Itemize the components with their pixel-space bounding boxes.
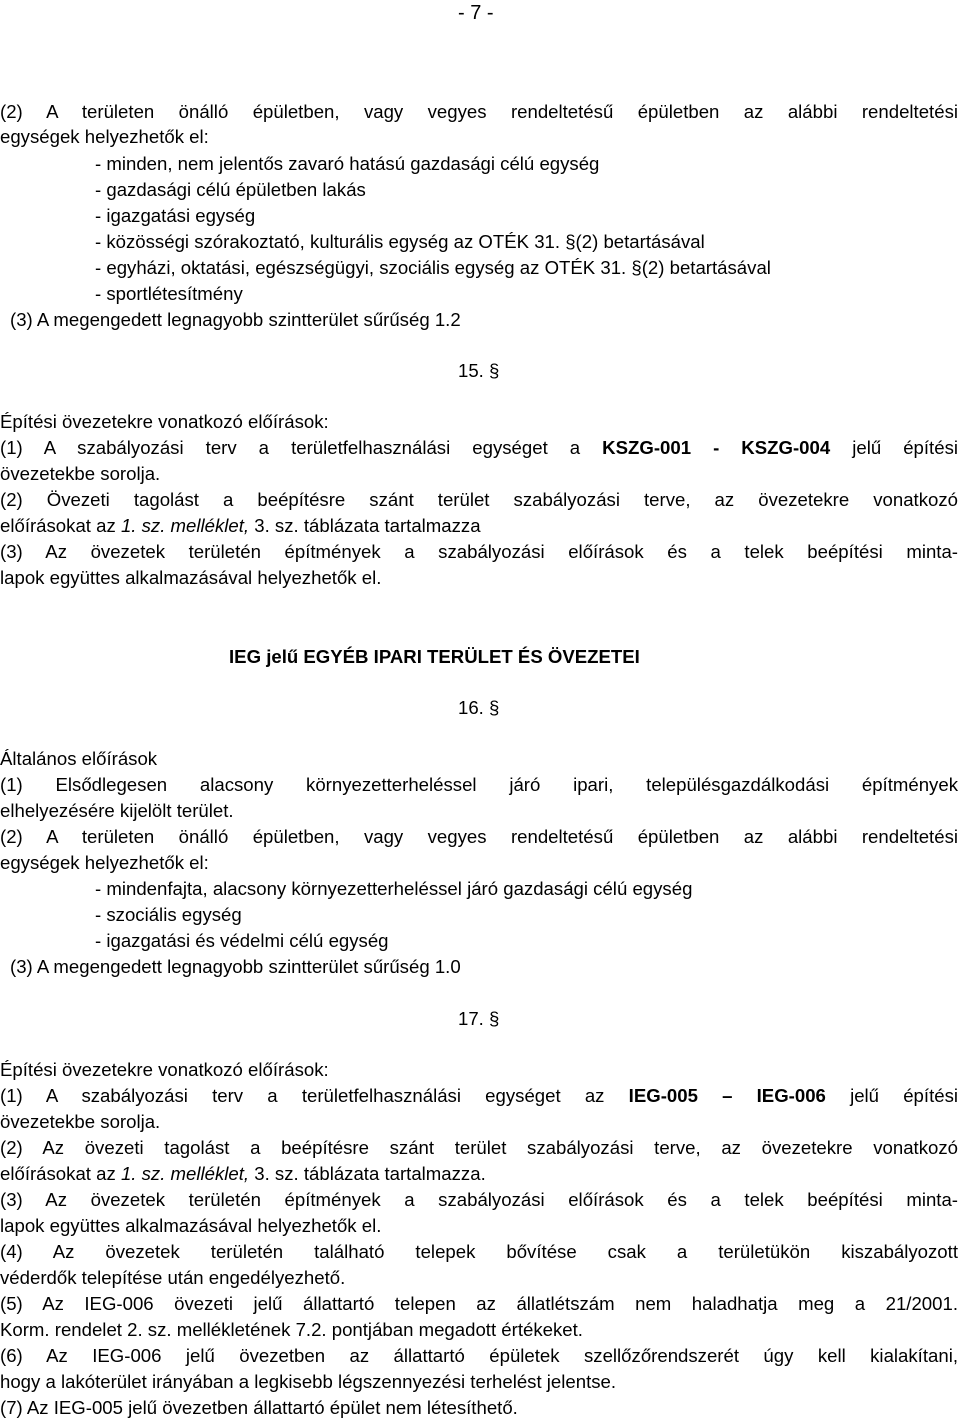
paragraph-line: (3) Az övezetek területén építmények a szabályozási előírások és a telek beépítési minta- — [0, 541, 958, 562]
zone-code: KSZG-001 - KSZG-004 — [602, 437, 831, 458]
paragraph-line: (6) Az IEG-006 jelű övezetben az állattartó épületek szellőzőrendszerét úgy kell kialakítani, — [0, 1345, 958, 1366]
paragraph-line: Építési övezetekre vonatkozó előírások: — [0, 411, 329, 432]
line-text: 3. sz. táblázata tartalmazza — [249, 515, 481, 536]
zone-code: IEG-005 – IEG-006 — [628, 1085, 826, 1106]
paragraph-line: (2) Övezeti tagolást a beépítésre szánt terület szabályozási terve, az övezetekre vonatkozó — [0, 489, 958, 510]
paragraph-line: (1) Elsődlegesen alacsony környezetterheléssel járó ipari, településgazdálkodási építmények — [0, 774, 958, 795]
paragraph-line: (4) Az övezetek területén található telepek bővítése csak a területükön kiszabályozott — [0, 1241, 958, 1262]
annex-reference: 1. sz. melléklet, — [120, 1163, 250, 1184]
paragraph-line: lapok együttes alkalmazásával helyezhetők el. — [0, 567, 382, 588]
paragraph-line: (3) Az övezetek területén építmények a szabályozási előírások és a telek beépítési minta- — [0, 1189, 958, 1210]
line-text: (1) A szabályozási terv a területfelhasználási egységet a — [0, 437, 603, 458]
line-text: előírásokat az — [0, 1163, 121, 1184]
line-text: (1) A szabályozási terv a területfelhasználási egységet az — [0, 1085, 629, 1106]
paragraph-line: (2) A területen önálló épületben, vagy vegyes rendeltetésű épületben az alábbi rendeltetési — [0, 826, 958, 847]
paragraph-line: egységek helyezhetők el: — [0, 126, 209, 147]
section-number: 15. § — [458, 360, 500, 381]
paragraph-line: lapok együttes alkalmazásával helyezhetők el. — [0, 1215, 382, 1236]
list-item: - közösségi szórakoztató, kulturális egység az OTÉK 31. §(2) betartásával — [95, 231, 705, 252]
chapter-heading: IEG jelű EGYÉB IPARI TERÜLET ÉS ÖVEZETEI — [229, 646, 640, 667]
line-text: előírásokat az — [0, 515, 121, 536]
paragraph-line: (2) Az övezeti tagolást a beépítésre szánt terület szabályozási terve, az övezetekre vonatkozó — [0, 1137, 958, 1158]
list-item: - szociális egység — [95, 904, 242, 925]
list-item: - egyházi, oktatási, egészségügyi, szociális egység az OTÉK 31. §(2) betartásával — [95, 257, 771, 278]
paragraph-line — [0, 437, 960, 459]
section-number: 16. § — [458, 697, 500, 718]
annex-reference: 1. sz. melléklet, — [120, 515, 250, 536]
list-item: - igazgatási és védelmi célú egység — [95, 930, 389, 951]
line-text: jelű építési — [830, 437, 958, 458]
paragraph-line: (2) A területen önálló épületben, vagy vegyes rendeltetésű épületben az alábbi rendeltetési — [0, 101, 958, 122]
paragraph-line — [0, 515, 960, 537]
paragraph-line: (5) Az IEG-006 övezeti jelű állattartó telepen az állatlétszám nem haladhatja meg a 21/2001. — [0, 1293, 958, 1314]
paragraph-line: (3) A megengedett legnagyobb szintterület sűrűség 1.2 — [10, 309, 461, 330]
list-item: - gazdasági célú épületben lakás — [95, 179, 366, 200]
paragraph-line: egységek helyezhetők el: — [0, 852, 209, 873]
paragraph-line — [0, 1163, 960, 1185]
list-item: - minden, nem jelentős zavaró hatású gazdasági célú egység — [95, 153, 600, 174]
list-item: - igazgatási egység — [95, 205, 256, 226]
line-text: jelű építési — [825, 1085, 958, 1106]
paragraph-line: hogy a lakóterület irányában a legkisebb légszennyezési terhelést jelentse. — [0, 1371, 617, 1392]
line-text: 3. sz. táblázata tartalmazza. — [249, 1163, 486, 1184]
list-item: - mindenfajta, alacsony környezetterheléssel járó gazdasági célú egység — [95, 878, 693, 899]
paragraph-line: elhelyezésére kijelölt terület. — [0, 800, 234, 821]
list-item: - sportlétesítmény — [95, 283, 243, 304]
paragraph-line: Általános előírások — [0, 748, 158, 769]
section-number: 17. § — [458, 1008, 500, 1029]
paragraph-line: (7) Az IEG-005 jelű övezetben állattartó épület nem létesíthető. — [0, 1397, 518, 1418]
paragraph-line: Építési övezetekre vonatkozó előírások: — [0, 1059, 329, 1080]
paragraph-line — [0, 1085, 960, 1107]
paragraph-line: övezetekbe sorolja. — [0, 463, 161, 484]
paragraph-line: övezetekbe sorolja. — [0, 1111, 161, 1132]
paragraph-line: Korm. rendelet 2. sz. mellékletének 7.2. pontjában megadott értékeket. — [0, 1319, 583, 1340]
paragraph-line: véderdők telepítése után engedélyezhető. — [0, 1267, 346, 1288]
paragraph-line: (3) A megengedett legnagyobb szintterület sűrűség 1.0 — [10, 956, 461, 977]
page-number: - 7 - — [458, 2, 494, 24]
